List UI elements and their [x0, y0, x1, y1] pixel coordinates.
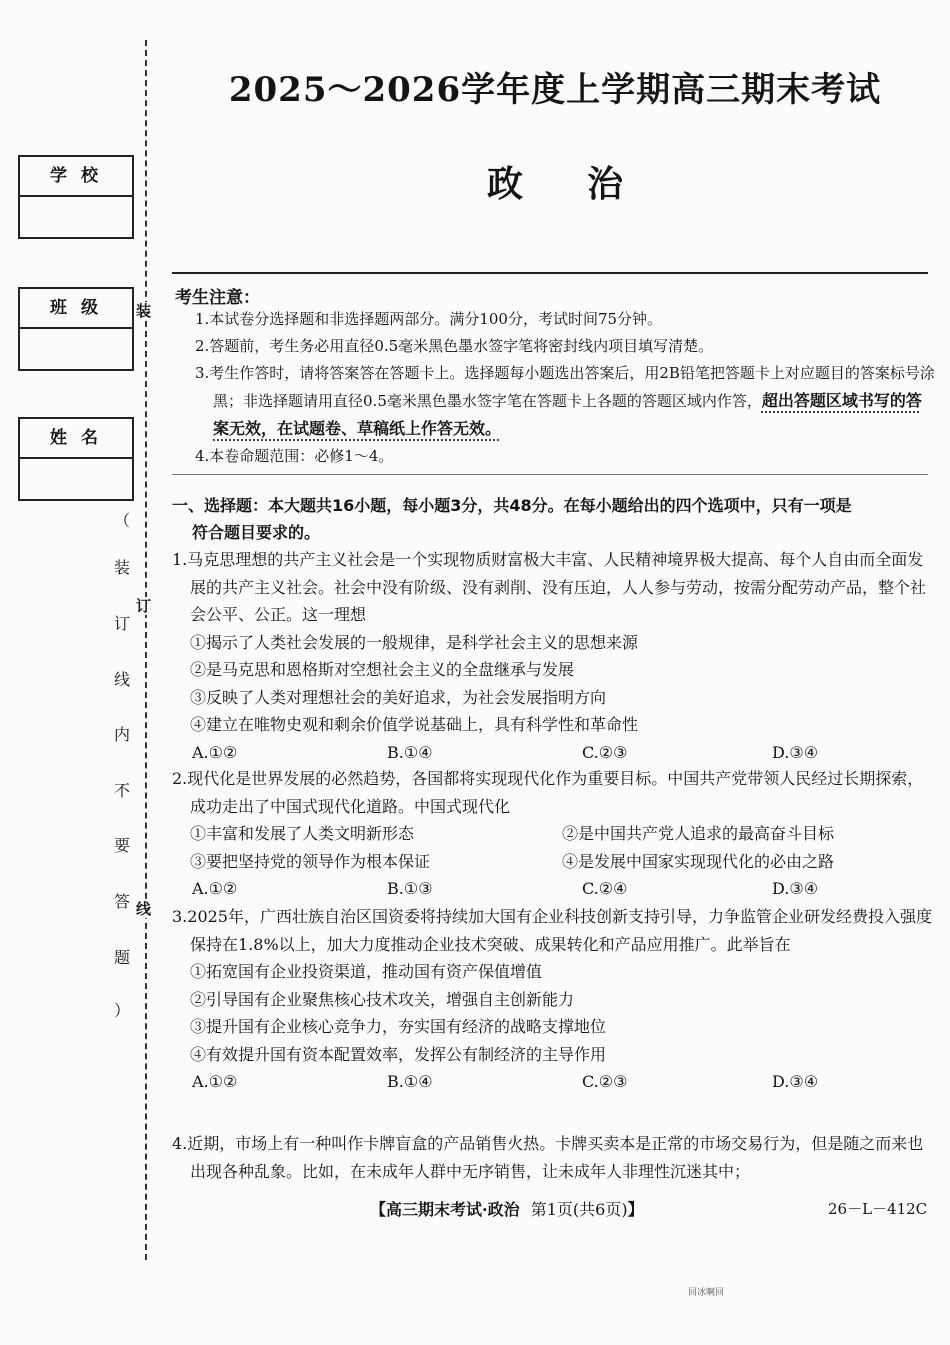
statement: ②是中国共产党人追求的最高奋斗目标: [562, 824, 835, 843]
statement: ①揭示了人类社会发展的一般规律，是科学社会主义的思想来源: [190, 632, 639, 652]
header-rule: [172, 272, 928, 274]
class-blank[interactable]: [20, 329, 132, 369]
subject-title: 政治: [486, 163, 687, 205]
choice-b[interactable]: B.①④: [387, 742, 433, 762]
name-field[interactable]: [18, 417, 134, 501]
answer-choices: [172, 1068, 934, 1096]
notice-item: 4.本卷命题范围：必修1～4。: [195, 447, 394, 465]
choice-a[interactable]: A.①②: [192, 879, 238, 898]
vertical-char: 线: [113, 670, 130, 689]
statement: ④建立在唯物史观和剩余价值学说基础上，具有科学性和革命性: [190, 715, 639, 734]
statement: ③要把坚持党的领导作为根本保证: [190, 851, 431, 871]
question-stem: 2.现代化是世界发展的必然趋势，各国都将实现现代化作为重要目标。中国共产党带领人民经过长期探索，成功走出了中国式现代化道路。中国式现代化: [172, 769, 924, 816]
choice-c[interactable]: C.②③: [582, 742, 628, 762]
question-stem: 1.马克思理想的共产主义社会是一个实现物质财富极大丰富、人民精神境界极大提高、每个人自由而全面发展的共产主义社会。社会中没有阶级、没有剥削、没有压迫，人人参与劳动，按需分配劳动产品，整个社会公平、公正。这一理想: [172, 550, 927, 624]
statement: ①拓宽国有企业投资渠道，推动国有资产保值增值: [190, 962, 543, 981]
footer-bracket: 【: [370, 1200, 387, 1219]
exam-title: 2025～2026学年度上学期高三期末考试: [228, 70, 882, 110]
question-stem: 4.近期，市场上有一种叫作卡牌盲盒的产品销售火热。卡牌买卖本是正常的市场交易行为，但是随之而来也出现各种乱象。比如，在未成年人群中无序销售，让未成年人非理性沉迷其中；: [172, 1134, 924, 1181]
choice-a[interactable]: A.①②: [192, 1072, 238, 1091]
vertical-char: 不: [113, 781, 130, 800]
school-label: 学 校: [20, 157, 132, 197]
statement: ②引导国有企业聚焦核心技术攻关，增强自主创新能力: [190, 989, 575, 1009]
notice-item: 2.答题前，考生务必用直径0.5毫米黑色墨水签字笔将密封线内项目填写清楚。: [195, 337, 714, 355]
choice-d[interactable]: D.③④: [772, 1072, 819, 1091]
vertical-char: ）: [113, 1001, 130, 1020]
vertical-char: 订: [113, 614, 130, 633]
class-label: 班 级: [20, 289, 132, 329]
binding-char: 线: [136, 900, 152, 918]
vertical-char: 装: [113, 558, 130, 577]
choice-a[interactable]: A.①②: [192, 742, 238, 762]
statement: ③提升国有企业核心竞争力，夯实国有经济的战略支撑地位: [190, 1017, 607, 1036]
class-field[interactable]: [18, 287, 134, 371]
binding-char: 装: [136, 302, 152, 320]
vertical-char: 内: [113, 725, 130, 744]
question-stem: 3.2025年，广西壮族自治区国资委将持续加大国有企业科技创新支持引导，力争监管企业研发经费投入强度保持在1.8%以上，加大力度推动企业技术突破、成果转化和产品应用推广。此举旨在: [172, 907, 932, 954]
choice-b[interactable]: B.①③: [387, 879, 433, 898]
section-line: 符合题目要求的。: [192, 523, 321, 542]
statement: ④有效提升国有资本配置效率，发挥公有制经济的主导作用: [190, 1044, 607, 1064]
page-footer: [370, 1197, 644, 1220]
notice-item: [175, 360, 935, 443]
vertical-char: （: [113, 511, 130, 530]
section-line: 一、选择题：本大题共16小题，每小题3分，共48分。在每小题给出的四个选项中，只有一项是: [172, 496, 852, 515]
answer-choices: [172, 739, 934, 767]
footer-exam: 高三期末考试·政治: [386, 1200, 520, 1219]
statement: ③反映了人类对理想社会的美好追求，为社会发展指明方向: [190, 687, 607, 707]
notice-item: 1.本试卷分选择题和非选择题两部分。满分100分，考试时间75分钟。: [195, 310, 663, 328]
statement: ①丰富和发展了人类文明新形态: [190, 824, 415, 843]
answer-choices: [172, 875, 934, 903]
choice-d[interactable]: D.③④: [772, 879, 819, 898]
notice-rule: [172, 474, 928, 475]
school-blank[interactable]: [20, 197, 132, 237]
notice-heading: 考生注意：: [175, 288, 260, 308]
section-heading: [172, 492, 934, 546]
statement: ②是马克思和恩格斯对空想社会主义的全盘继承与发展: [190, 660, 575, 679]
choice-b[interactable]: B.①④: [387, 1072, 433, 1091]
footer-bracket: 】: [627, 1200, 644, 1219]
school-field[interactable]: [18, 155, 134, 239]
vertical-char: 题: [113, 948, 130, 967]
vertical-char: 要: [113, 836, 130, 855]
question-3: [172, 903, 934, 1096]
name-blank[interactable]: [20, 459, 132, 499]
choice-c[interactable]: C.②④: [582, 879, 628, 898]
question-1: [172, 546, 934, 766]
binding-line: [145, 40, 147, 1260]
choice-d[interactable]: D.③④: [772, 742, 819, 762]
choice-c[interactable]: C.②③: [582, 1072, 628, 1091]
question-2: [172, 765, 934, 903]
question-4: [172, 1130, 934, 1185]
statement-grid: [172, 820, 934, 875]
name-label: 姓 名: [20, 419, 132, 459]
notice-list: [175, 306, 935, 470]
statement: ④是发展中国家实现现代化的必由之路: [562, 851, 835, 871]
vertical-char: 答: [113, 892, 130, 911]
notice-emphasis: 超出答题区域书写的答案无效，在试题卷、草稿纸上作答无效。: [213, 391, 922, 438]
binding-char: 订: [136, 597, 152, 615]
notice-item-text: 3.考生作答时，请将答案答在答题卡上。选择题每小题选出答案后，用2B铅笔把答题卡上对应题目的答案标号涂黑；非选择题请用直径0.5毫米黑色墨水签字笔在答题卡上各题的答题区域内作答，: [195, 364, 935, 410]
scribble-mark: 回冰啊回: [688, 1288, 725, 1298]
paper-code: 26－L－412C: [828, 1200, 928, 1218]
footer-page: 第1页(共6页): [530, 1200, 628, 1219]
